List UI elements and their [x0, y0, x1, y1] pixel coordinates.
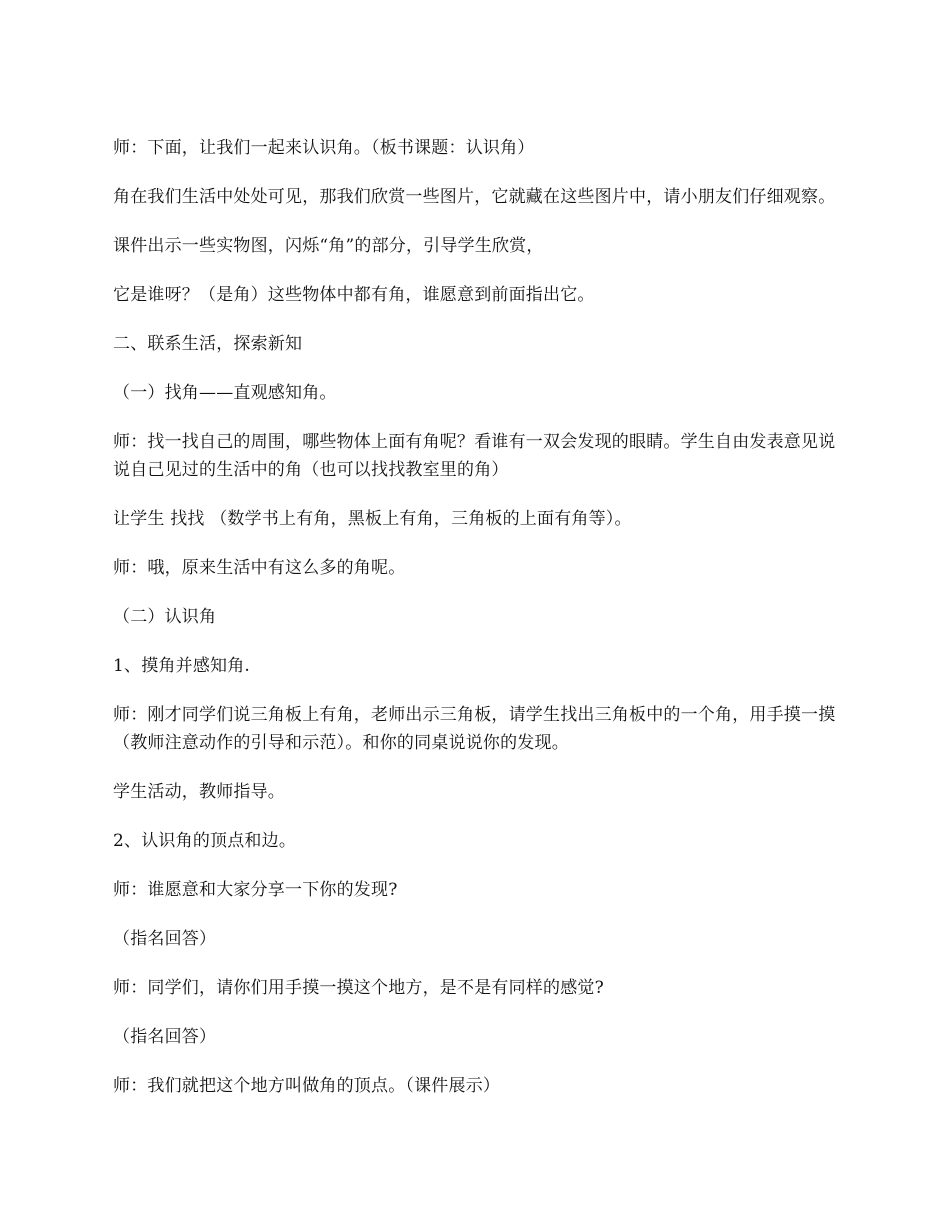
step-heading-1: 1、摸角并感知角. [113, 656, 251, 676]
paragraph-courseware-images: 课件出示一些实物图，闪烁“角”的部分，引导学生欣赏， [113, 236, 544, 256]
paragraph-students-find: 让学生 找找 （数学书上有角，黑板上有角，三角板的上面有角等）。 [113, 509, 632, 529]
paragraph-touch-angle: 师：刚才同学们说三角板上有角，老师出示三角板，请学生找出三角板中的一个角，用手摸一摸（教师注意动作的引导和示范）。和你的同桌说说你的发现。 [113, 705, 836, 753]
subsection-heading-2: （二）认识角 [113, 607, 217, 627]
paragraph-answer-2: （指名回答） [113, 1027, 217, 1047]
paragraph-find-angles: 师：找一找自己的周围，哪些物体上面有角呢？看谁有一双会发现的眼睛。学生自由发表意见说说自己见过的生活中的角（也可以找找教室里的角） [113, 432, 836, 480]
paragraph-vertex: 师：我们就把这个地方叫做角的顶点。（课件展示） [113, 1076, 501, 1096]
step-heading-2: 2、认识角的顶点和边。 [113, 831, 297, 851]
paragraph-answer-1: （指名回答） [113, 929, 217, 949]
subsection-heading-1: （一）找角——直观感知角。 [113, 383, 337, 403]
paragraph-touch-place: 师：同学们，请你们用手摸一摸这个地方，是不是有同样的感觉? [113, 978, 604, 998]
document-body [113, 134, 843, 1121]
paragraph-share-findings: 师：谁愿意和大家分享一下你的发现? [113, 880, 398, 900]
section-heading-2: 二、联系生活，探索新知 [113, 334, 303, 354]
paragraph-who-is-it: 它是谁呀？（是角）这些物体中都有角，谁愿意到前面指出它。 [113, 285, 595, 305]
paragraph-student-activity: 学生活动，教师指导。 [113, 782, 285, 802]
paragraph-teacher-intro: 师：下面，让我们一起来认识角。（板书课题：认识角） [113, 138, 535, 158]
paragraph-so-many-angles: 师：哦，原来生活中有这么多的角呢。 [113, 558, 406, 578]
paragraph-angles-everywhere: 角在我们生活中处处可见，那我们欣赏一些图片，它就藏在这些图片中，请小朋友们仔细观察。 [113, 187, 836, 207]
